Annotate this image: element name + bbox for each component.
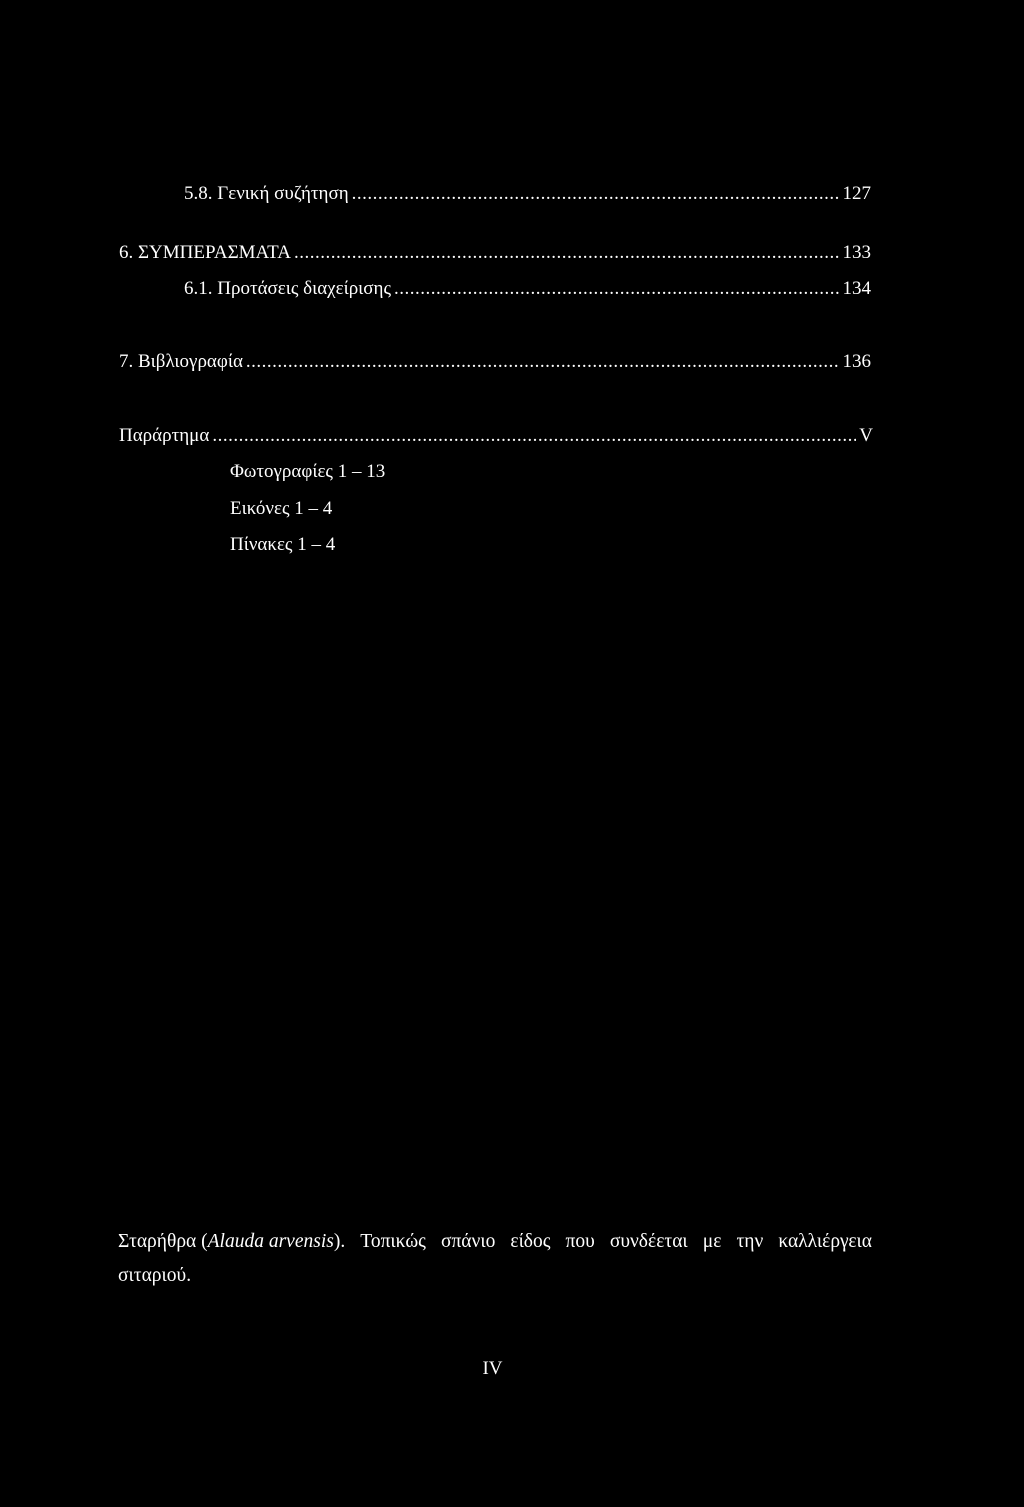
caption-word: συνδέεται bbox=[609, 1231, 688, 1252]
caption-species bbox=[118, 1225, 345, 1259]
toc-entry-page: V bbox=[859, 425, 873, 446]
caption-line-2: σιταριού. bbox=[118, 1265, 192, 1286]
caption-word: Τοπικώς bbox=[360, 1231, 426, 1252]
toc-entry-6-1 bbox=[184, 276, 871, 302]
toc-entry-6 bbox=[119, 240, 871, 266]
toc-entry-title: 7. Βιβλιογραφία bbox=[119, 351, 243, 372]
appendix-item-tables: Πίνακες 1 – 4 bbox=[230, 534, 336, 555]
toc-entry-page: 134 bbox=[842, 278, 871, 299]
caption-word: με bbox=[702, 1231, 722, 1252]
caption-word: την bbox=[736, 1231, 764, 1252]
toc-entry-title: 6. ΣΥΜΠΕΡΑΣΜΑΤΑ bbox=[119, 242, 291, 263]
toc-dot-leader bbox=[246, 349, 840, 375]
toc-dot-leader bbox=[394, 276, 840, 302]
caption-line-1 bbox=[118, 1225, 872, 1259]
caption-word: σπάνιο bbox=[440, 1231, 496, 1252]
toc-entry-page: 133 bbox=[842, 242, 871, 263]
page-number: IV bbox=[482, 1358, 503, 1379]
toc-entry-title: 6.1. Προτάσεις διαχείρισης bbox=[184, 278, 391, 299]
appendix-item-photos: Φωτογραφίες 1 – 13 bbox=[230, 461, 386, 482]
toc-entry-page: 136 bbox=[842, 351, 871, 372]
appendix-item-images: Εικόνες 1 – 4 bbox=[230, 498, 333, 519]
toc-entry-5-8 bbox=[184, 181, 871, 207]
caption-word: καλλιέργεια bbox=[778, 1231, 872, 1252]
toc-dot-leader bbox=[352, 181, 840, 207]
toc-entry-7 bbox=[119, 349, 871, 375]
caption-after-name: ). bbox=[333, 1231, 346, 1252]
toc-entry-appendix bbox=[119, 423, 873, 449]
caption-scientific-name: Alauda arvensis bbox=[207, 1231, 334, 1252]
toc-entry-title: 5.8. Γενική συζήτηση bbox=[184, 183, 349, 204]
toc-dot-leader bbox=[212, 423, 856, 449]
toc-dot-leader bbox=[294, 240, 840, 266]
caption-word: είδος bbox=[510, 1231, 551, 1252]
photo-caption bbox=[118, 1225, 872, 1293]
toc-entry-page: 127 bbox=[842, 183, 871, 204]
caption-common-name: Σταρήθρα ( bbox=[118, 1231, 208, 1252]
toc-entry-title: Παράρτημα bbox=[119, 425, 210, 446]
caption-word: που bbox=[565, 1231, 595, 1252]
